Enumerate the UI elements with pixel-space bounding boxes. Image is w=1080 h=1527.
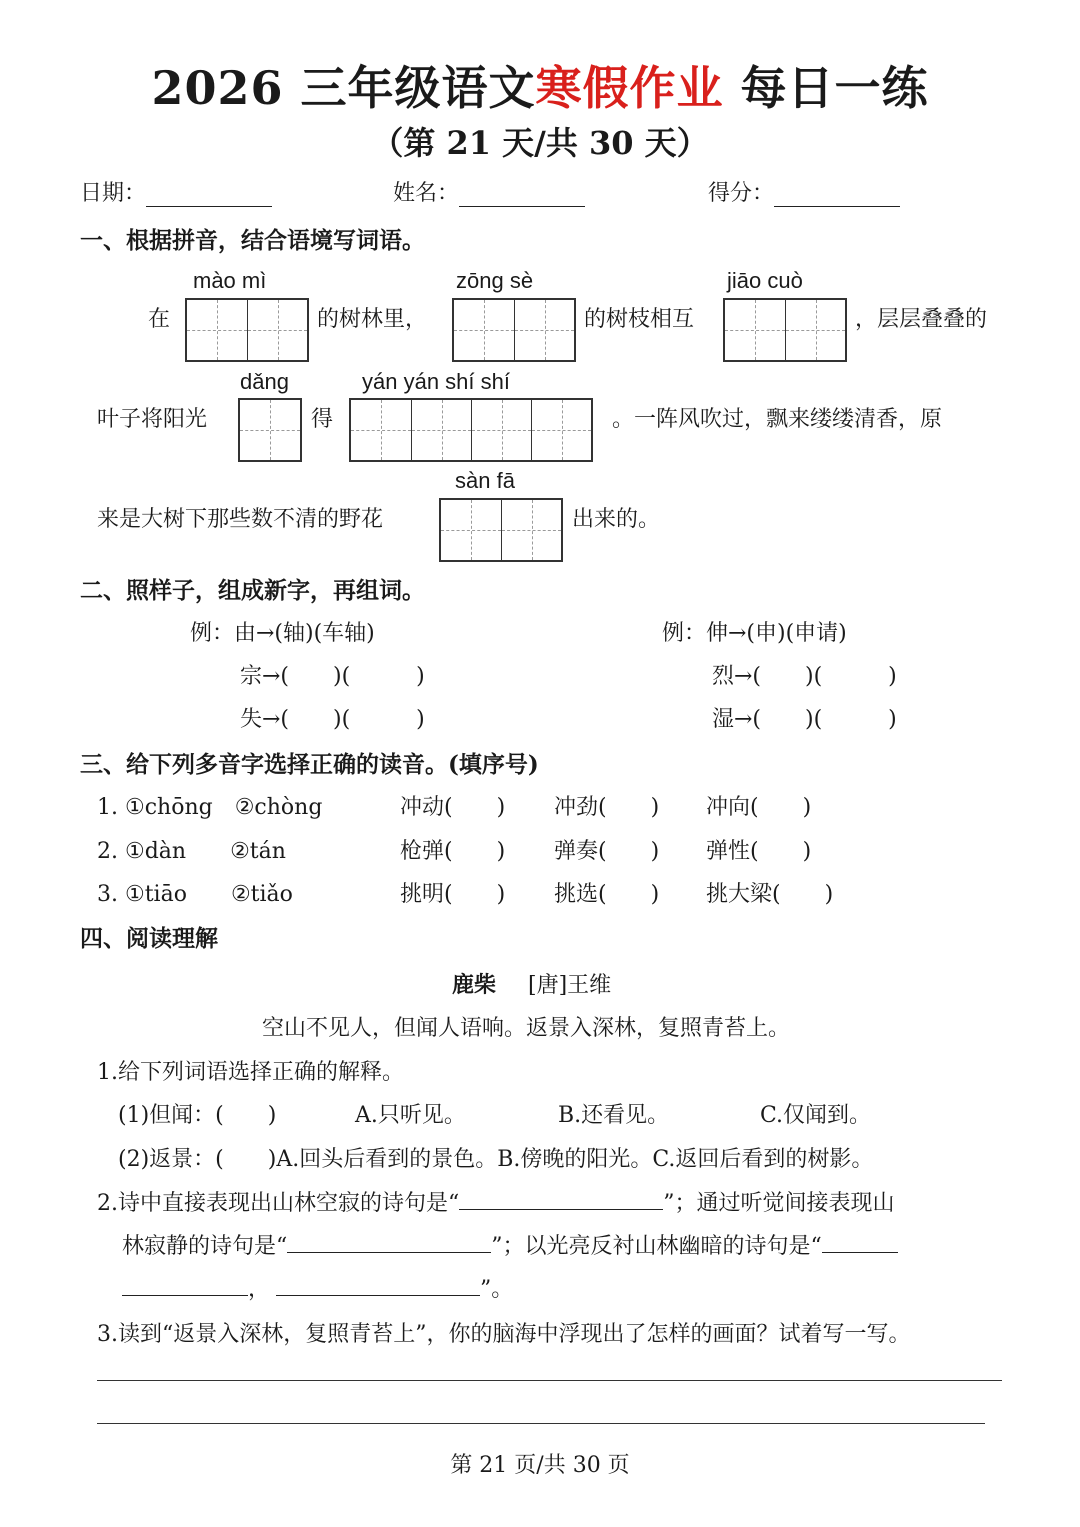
question-1a-option-a: A.只听见。 <box>355 1103 466 1128</box>
write-grid-5[interactable] <box>349 398 593 462</box>
text-8: 来是大树下那些数不清的野花 <box>97 507 384 532</box>
answer-blank-4[interactable] <box>122 1275 248 1296</box>
title-highlight: 寒假作业 <box>535 61 724 115</box>
answer-blank-5[interactable] <box>276 1275 480 1296</box>
score-field[interactable] <box>708 176 900 207</box>
pinyin-6: sàn fā <box>455 468 515 493</box>
question-2-line-2: 林寂静的诗句是“ ”；以光亮反衬山林幽暗的诗句是“ <box>122 1229 898 1260</box>
question-1: 1.给下列词语选择正确的解释。 <box>97 1060 404 1085</box>
text-7: 。一阵风吹过，飘来缕缕清香，原 <box>612 407 943 432</box>
answer-blank-2[interactable] <box>287 1232 491 1253</box>
text-6: 得 <box>311 407 334 432</box>
date-field[interactable] <box>80 176 272 207</box>
text-9: 出来的。 <box>572 507 661 532</box>
text-5: 叶子将阳光 <box>97 407 208 432</box>
write-grid-4[interactable] <box>238 398 302 462</box>
write-grid-2[interactable] <box>452 298 576 362</box>
answer-line-2[interactable] <box>97 1423 985 1424</box>
section4-heading: 四、阅读理解 <box>80 925 218 952</box>
compose-item-4[interactable]: 湿→( )( ) <box>712 707 897 732</box>
poem-text: 空山不见人，但闻人语响。返景入深林，复照青苔上。 <box>262 1016 791 1041</box>
poem-author: [唐]王维 <box>528 973 612 998</box>
question-1a-option-c: C.仅闻到。 <box>760 1103 872 1128</box>
pinyin-5: yán yán shí shí <box>362 369 510 394</box>
text-3: 的树枝相互 <box>584 307 695 332</box>
reading-word-1-1[interactable]: 冲动( ) <box>400 795 506 820</box>
reading-word-1-3[interactable]: 冲向( ) <box>706 795 812 820</box>
pinyin-2: zōng sè <box>456 268 534 293</box>
reading-options-2: 2. ①dàn ②tán <box>97 839 286 864</box>
reading-word-1-2[interactable]: 冲劲( ) <box>554 795 660 820</box>
text-2: 的树林里， <box>317 307 428 332</box>
page-footer: 第 21 页/共 30 页 <box>450 1453 630 1478</box>
name-field[interactable] <box>393 176 585 207</box>
section2-heading: 二、照样子，组成新字，再组词。 <box>80 577 425 604</box>
answer-line-1[interactable] <box>97 1380 1002 1381</box>
name-label: 姓名： <box>393 181 460 206</box>
reading-word-3-3[interactable]: 挑大梁( ) <box>706 882 834 907</box>
pinyin-1: mào mì <box>193 268 267 293</box>
reading-word-2-2[interactable]: 弹奏( ) <box>554 839 660 864</box>
score-label: 得分： <box>708 181 775 206</box>
reading-options-3: 3. ①tiāo ②tiǎo <box>97 882 293 907</box>
question-1a[interactable]: (1)但闻：( ) <box>118 1103 277 1128</box>
poem-title: 鹿柴 <box>452 972 497 998</box>
reading-options-1: 1. ①chōng ②chòng <box>97 795 323 820</box>
write-grid-3[interactable] <box>723 298 847 362</box>
question-2-line-3: ， ”。 <box>122 1272 513 1303</box>
reading-word-2-1[interactable]: 枪弹( ) <box>400 839 506 864</box>
date-label: 日期： <box>80 181 147 206</box>
section3-heading: 三、给下列多音字选择正确的读音。(填序号) <box>80 751 539 778</box>
pinyin-3: jiāo cuò <box>727 268 803 293</box>
reading-word-2-3[interactable]: 弹性( ) <box>706 839 812 864</box>
text-4: ，层层叠叠的 <box>855 307 988 332</box>
reading-word-3-1[interactable]: 挑明( ) <box>400 882 506 907</box>
example-1: 例：由→(轴)(车轴) <box>190 621 375 646</box>
compose-item-1[interactable]: 宗→( )( ) <box>240 664 425 689</box>
compose-item-2[interactable]: 烈→( )( ) <box>712 664 897 689</box>
section1-heading: 一、根据拼音，结合语境写词语。 <box>80 227 425 254</box>
question-1b[interactable]: (2)返景：( )A.回头后看到的景色。B.傍晚的阳光。C.返回后看到的树影。 <box>118 1147 874 1172</box>
question-3: 3.读到“返景入深林，复照青苔上”，你的脑海中浮现出了怎样的画面？试着写一写。 <box>97 1322 911 1347</box>
compose-item-3[interactable]: 失→( )( ) <box>240 707 425 732</box>
question-2-line-1: 2.诗中直接表现出山林空寂的诗句是“ ”；通过听觉间接表现山 <box>97 1191 895 1216</box>
text-1: 在 <box>148 307 171 332</box>
pinyin-4: dǎng <box>240 369 289 394</box>
write-grid-6[interactable] <box>439 498 563 562</box>
example-2: 例：伸→(申)(申请) <box>662 621 847 646</box>
answer-blank-3[interactable] <box>822 1232 898 1253</box>
write-grid-1[interactable] <box>185 298 309 362</box>
page-title: 2026 三年级语文寒假作业 每日一练 <box>151 61 929 115</box>
answer-blank-1[interactable] <box>459 1189 663 1210</box>
page-subtitle: （第 21 天/共 30 天） <box>371 124 709 162</box>
reading-word-3-2[interactable]: 挑选( ) <box>554 882 660 907</box>
question-1a-option-b: B.还看见。 <box>558 1103 670 1128</box>
